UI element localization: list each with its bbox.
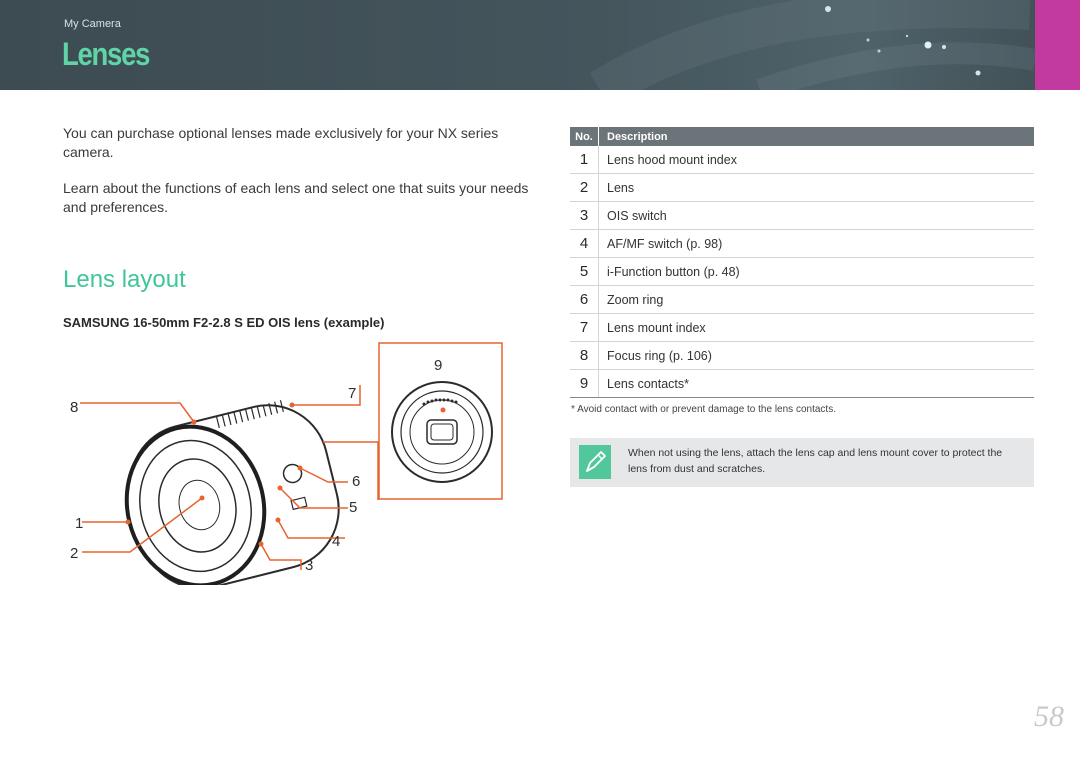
row-description: Zoom ring: [599, 286, 1035, 314]
row-number: 3: [570, 202, 599, 230]
row-number: 4: [570, 230, 599, 258]
table-row: [570, 146, 1034, 174]
parts-table: [570, 127, 1034, 398]
page-number: 58: [1034, 700, 1064, 733]
row-number: 9: [570, 370, 599, 398]
row-description: AF/MF switch (p. 98): [599, 230, 1035, 258]
intro-paragraph-2: Learn about the functions of each lens and select one that suits your needs and preferences.: [63, 180, 529, 215]
page-title: Lenses: [62, 36, 150, 72]
row-description: Lens contacts*: [599, 370, 1035, 398]
note-text: When not using the lens, attach the lens cap and lens mount cover to protect the lens from dust and scratches.: [628, 447, 1003, 475]
table-row: [570, 314, 1034, 342]
footnote: * Avoid contact with or prevent damage to the lens contacts.: [571, 404, 836, 415]
pencil-note-icon: [579, 445, 611, 479]
lens-layout-diagram: [60, 340, 520, 585]
lens-illustration: [110, 393, 352, 585]
row-number: 7: [570, 314, 599, 342]
callout-8: 8: [70, 399, 79, 416]
row-number: 2: [570, 174, 599, 202]
callout-5: 5: [349, 499, 358, 516]
row-number: 1: [570, 146, 599, 174]
section-heading: Lens layout: [63, 266, 186, 293]
callout-4: 4: [332, 533, 341, 550]
chapter-tab[interactable]: [1035, 0, 1080, 90]
row-description: Lens hood mount index: [599, 146, 1035, 174]
page-header: [0, 0, 1080, 90]
row-number: 5: [570, 258, 599, 286]
table-row: [570, 342, 1034, 370]
note-box: [570, 438, 1034, 487]
row-description: Lens: [599, 174, 1035, 202]
table-row: [570, 286, 1034, 314]
lens-mount-rear-view: [392, 382, 492, 482]
table-row: [570, 174, 1034, 202]
callout-1: 1: [75, 515, 84, 532]
column-header-description: Description: [599, 127, 1035, 146]
table-row: [570, 202, 1034, 230]
row-description: Focus ring (p. 106): [599, 342, 1035, 370]
callout-6: 6: [352, 473, 361, 490]
intro-paragraph-1: You can purchase optional lenses made exclusively for your NX series camera.: [63, 125, 499, 160]
row-description: Lens mount index: [599, 314, 1035, 342]
table-header-row: [570, 127, 1034, 146]
row-description: OIS switch: [599, 202, 1035, 230]
table-row: [570, 230, 1034, 258]
table-row: [570, 370, 1034, 398]
row-number: 6: [570, 286, 599, 314]
callout-3: 3: [305, 557, 314, 574]
callout-7: 7: [348, 385, 357, 402]
table-row: [570, 258, 1034, 286]
example-caption: SAMSUNG 16-50mm F2-2.8 S ED OIS lens (example): [63, 315, 385, 330]
row-description: i-Function button (p. 48): [599, 258, 1035, 286]
section-label: My Camera: [64, 18, 121, 30]
header-lens-flare-decoration: [0, 0, 1080, 90]
callout-2: 2: [70, 545, 79, 562]
column-header-no: No.: [570, 127, 599, 146]
callout-9: 9: [434, 357, 443, 374]
row-number: 8: [570, 342, 599, 370]
